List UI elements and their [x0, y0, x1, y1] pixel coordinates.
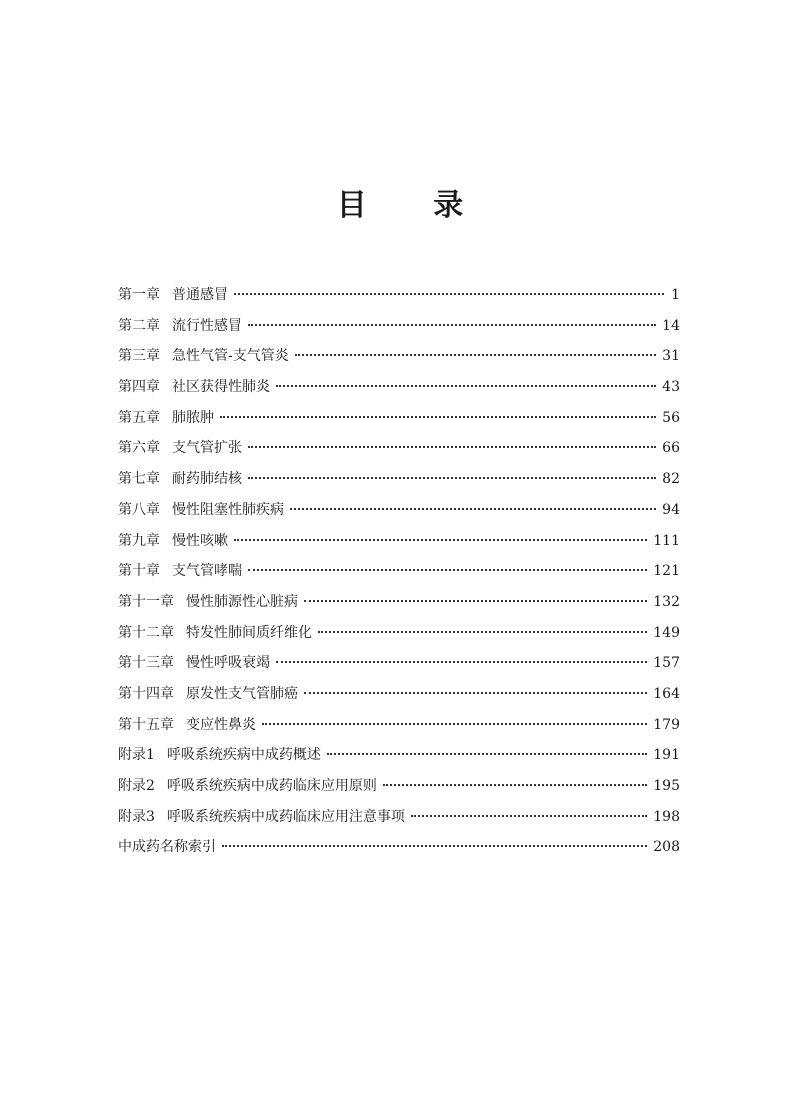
- chapter-number: 第十章: [118, 563, 160, 580]
- chapter-number: 第十一章: [118, 593, 174, 610]
- toc-entry[interactable]: [118, 740, 680, 771]
- toc-entry[interactable]: [118, 280, 680, 311]
- page-number: 111: [653, 532, 680, 549]
- chapter-number: 第六章: [118, 440, 160, 457]
- dot-leader: [411, 814, 647, 817]
- page-number: 66: [662, 440, 680, 457]
- dot-leader: [383, 783, 647, 786]
- page-number: 191: [653, 747, 680, 764]
- chapter-number: 第十四章: [118, 685, 174, 702]
- toc-entry[interactable]: [118, 464, 680, 495]
- toc-entry[interactable]: [118, 433, 680, 464]
- dot-leader: [222, 844, 647, 847]
- toc-entry[interactable]: [118, 832, 680, 863]
- chapter-number: 第八章: [118, 501, 160, 518]
- appendix-number: 附录2: [118, 778, 155, 794]
- index-title: 中成药名称索引: [118, 839, 216, 856]
- chapter-title: 变应性鼻炎: [186, 716, 256, 733]
- toc-entry[interactable]: [118, 403, 680, 434]
- chapter-number: 第四章: [118, 379, 160, 396]
- toc-entry[interactable]: [118, 710, 680, 741]
- chapter-title: 流行性感冒: [172, 317, 242, 334]
- chapter-number: 第九章: [118, 532, 160, 549]
- chapter-title: 肺脓肿: [172, 409, 214, 426]
- dot-leader: [248, 476, 656, 479]
- dot-leader: [234, 538, 647, 541]
- page-number: 94: [662, 501, 680, 518]
- toc-entry[interactable]: [118, 679, 680, 710]
- dot-leader: [304, 691, 647, 694]
- dot-leader: [327, 752, 647, 755]
- dot-leader: [248, 568, 647, 571]
- chapter-number: 第一章: [118, 287, 160, 303]
- page-number: 14: [662, 317, 680, 334]
- toc-entry[interactable]: [118, 526, 680, 557]
- dot-leader: [248, 323, 656, 326]
- chapter-title: 慢性呼吸衰竭: [186, 655, 270, 672]
- dot-leader: [276, 660, 647, 663]
- toc-entry[interactable]: [118, 648, 680, 679]
- dot-leader: [234, 292, 664, 295]
- appendix-title: 呼吸系统疾病中成药概述: [166, 747, 321, 764]
- toc-entry[interactable]: [118, 341, 680, 372]
- dot-leader: [318, 630, 647, 633]
- toc-entry[interactable]: [118, 556, 680, 587]
- chapter-number: 第二章: [118, 317, 160, 334]
- dot-leader: [220, 415, 656, 418]
- page-number: 132: [653, 593, 680, 610]
- toc-entry[interactable]: [118, 311, 680, 342]
- page-number: 157: [653, 655, 680, 672]
- toc-entry[interactable]: [118, 802, 680, 833]
- chapter-title: 原发性支气管肺癌: [186, 685, 298, 702]
- page-title: 目 录: [336, 188, 492, 223]
- chapter-number: 第十二章: [118, 624, 174, 641]
- chapter-number: 第五章: [118, 409, 160, 426]
- chapter-number: 第十五章: [118, 716, 174, 733]
- dot-leader: [304, 599, 647, 602]
- chapter-title: 社区获得性肺炎: [172, 379, 270, 396]
- chapter-title: 支气管哮喘: [172, 563, 242, 580]
- page-number: 149: [653, 624, 680, 641]
- chapter-title: 支气管扩张: [172, 440, 242, 457]
- appendix-number: 附录1: [118, 747, 155, 764]
- toc-entry[interactable]: [118, 587, 680, 618]
- chapter-number: 第三章: [118, 348, 160, 365]
- dot-leader: [290, 507, 656, 510]
- chapter-title: 急性气管-支气管炎: [172, 348, 289, 365]
- page-number: 195: [653, 778, 680, 794]
- page-number: 43: [662, 379, 680, 396]
- chapter-number: 第七章: [118, 471, 160, 488]
- appendix-title: 呼吸系统疾病中成药临床应用原则: [166, 778, 377, 794]
- chapter-title: 慢性肺源性心脏病: [186, 593, 298, 610]
- chapter-title: 慢性咳嗽: [172, 532, 228, 549]
- dot-leader: [248, 445, 656, 448]
- chapter-title: 普通感冒: [172, 287, 228, 303]
- chapter-title: 耐药肺结核: [172, 471, 242, 488]
- toc-entry[interactable]: [118, 495, 680, 526]
- appendix-number: 附录3: [118, 808, 155, 825]
- page-number: 31: [662, 348, 680, 365]
- page-number: 121: [653, 563, 680, 580]
- dot-leader: [262, 722, 647, 725]
- chapter-title: 慢性阻塞性肺疾病: [172, 501, 284, 518]
- page-number: 56: [662, 409, 680, 426]
- page-number: 208: [653, 839, 680, 856]
- chapter-number: 第十三章: [118, 655, 174, 672]
- dot-leader: [295, 353, 656, 356]
- toc-entry[interactable]: [118, 618, 680, 649]
- chapter-title: 特发性肺间质纤维化: [186, 624, 312, 641]
- page-number: 1: [671, 287, 680, 303]
- appendix-title: 呼吸系统疾病中成药临床应用注意事项: [166, 808, 405, 825]
- toc-entry[interactable]: [118, 372, 680, 403]
- page-number: 179: [653, 716, 680, 733]
- page-number: 82: [662, 471, 680, 488]
- page-number: 164: [653, 685, 680, 702]
- page-number: 198: [653, 808, 680, 825]
- toc-entry[interactable]: [118, 771, 680, 802]
- dot-leader: [276, 384, 656, 387]
- table-of-contents: [118, 280, 680, 863]
